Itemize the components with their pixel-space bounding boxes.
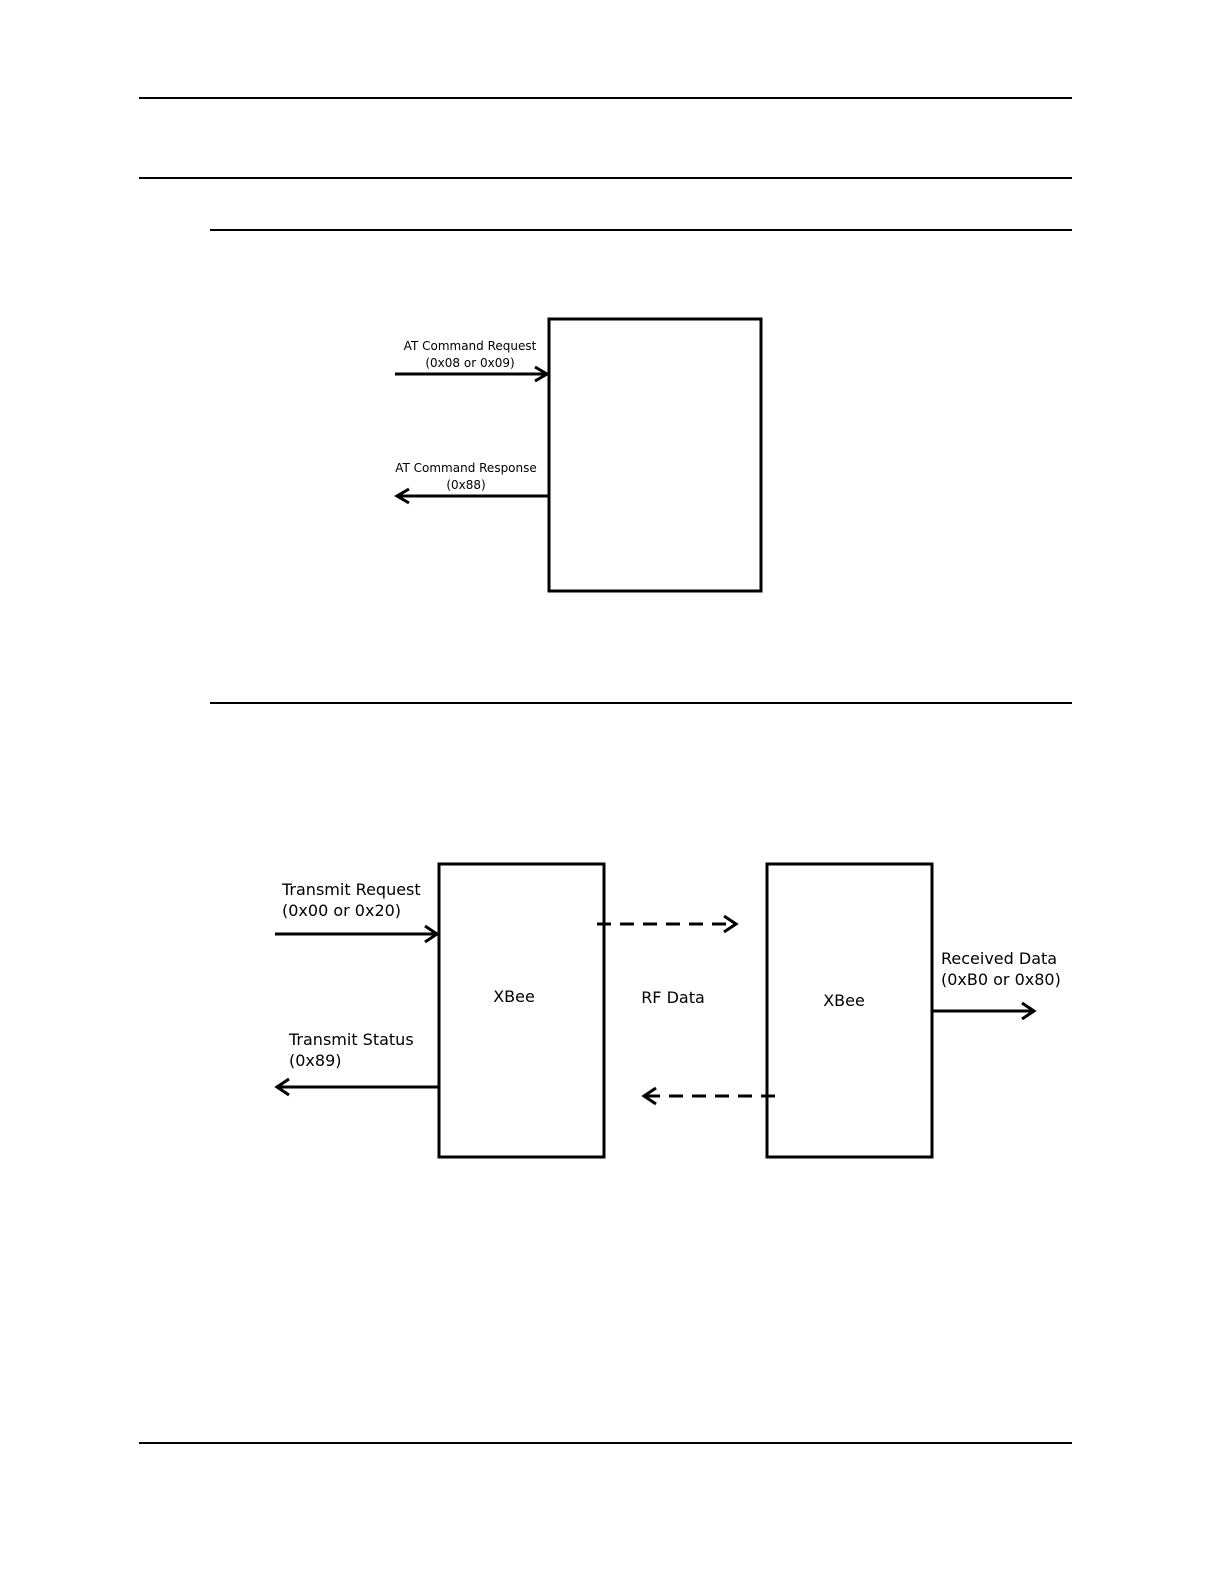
rf-data-arrow-out bbox=[597, 916, 736, 932]
xbee-box-right bbox=[767, 864, 932, 1157]
received-data-code: (0xB0 or 0x80) bbox=[941, 970, 1061, 989]
xbee-right-label: XBee bbox=[823, 991, 865, 1010]
xbee-left-label: XBee bbox=[493, 987, 535, 1006]
transmit-status-arrow bbox=[277, 1079, 439, 1095]
transmit-status-label: Transmit Status bbox=[289, 1030, 414, 1049]
xbee-box bbox=[549, 319, 761, 591]
transmit-request-label: Transmit Request bbox=[282, 880, 421, 899]
at-request-label: AT Command Request bbox=[403, 339, 537, 353]
xbee-box-left bbox=[439, 864, 604, 1157]
transmit-status-code: (0x89) bbox=[289, 1051, 342, 1070]
at-response-label: AT Command Response bbox=[395, 461, 537, 475]
transmit-diagram bbox=[275, 864, 1061, 1157]
at-response-code: (0x88) bbox=[446, 478, 486, 492]
received-data-label: Received Data bbox=[941, 949, 1058, 968]
rf-data-label: RF Data bbox=[641, 988, 705, 1007]
transmit-request-code: (0x00 or 0x20) bbox=[282, 901, 402, 920]
transmit-request-arrow bbox=[275, 926, 437, 942]
at-request-code: (0x08 or 0x09) bbox=[425, 356, 515, 370]
received-data-arrow bbox=[932, 1003, 1034, 1019]
rf-data-arrow-back bbox=[644, 1088, 783, 1104]
at-command-diagram bbox=[395, 319, 761, 591]
